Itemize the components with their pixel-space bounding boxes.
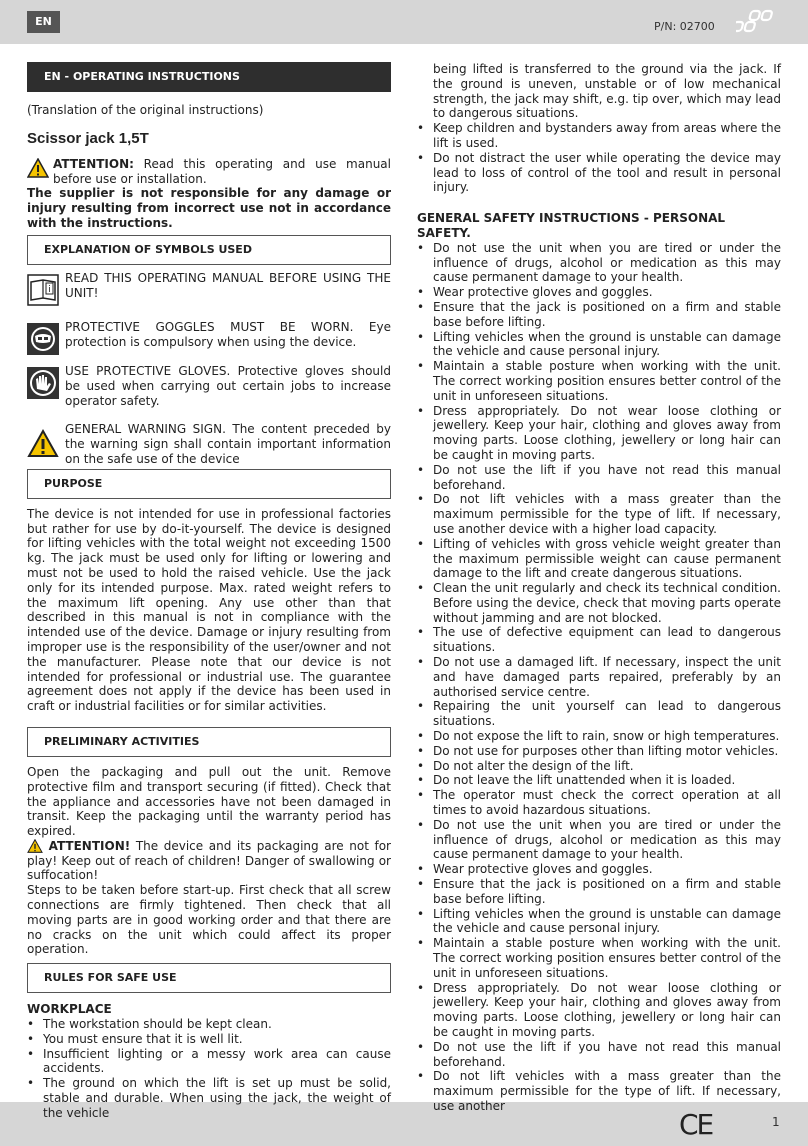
purpose-heading: PURPOSE [27, 469, 391, 499]
part-number: P/N: 02700 [654, 20, 715, 33]
header-bar [0, 0, 808, 44]
list-item: • Repairing the unit yourself can lead to dangerous situations. [417, 699, 781, 729]
list-item: • Dress appropriately. Do not wear loose clothing or jewellery. Keep your hair, clothing and gloves away from moving parts. Loose clothing, jewellery or long hair can be caught in moving parts. [417, 404, 781, 463]
personal-safety-heading: GENERAL SAFETY INSTRUCTIONS - PERSONAL SAFETY. [417, 211, 726, 240]
list-item: • Do not expose the lift to rain, snow or high temperatures. [417, 729, 781, 744]
warning-icon [27, 158, 49, 178]
list-item: • Do not use for purposes other than lifting motor vehicles. [417, 744, 781, 759]
list-item: • Wear protective gloves and goggles. [417, 862, 781, 877]
continuation-text: being lifted is transferred to the ground via the jack. If the ground is uneven, unstable or of low mechanical strength, the jack may shift, e.g. tip over, which may lead to dangerous situations. [433, 62, 781, 121]
list-item: • Keep children and bystanders away from areas where the lift is used. [417, 121, 781, 151]
left-column [27, 62, 391, 1121]
symbol-text: PROTECTIVE GOGGLES MUST BE WORN. Eye protection is compulsory when using the device. [65, 320, 391, 350]
list-item: • Ensure that the jack is positioned on a firm and stable base before lifting. [417, 300, 781, 330]
page-number: 1 [772, 1115, 780, 1129]
prelim-text: Open the packaging and pull out the unit. Remove protective film and transport securing (if fitted). Check that the appliance and accessories have not been damaged in transit. Keep the packaging until the warranty period has expired. [27, 764, 391, 839]
prelim-heading: PRELIMINARY ACTIVITIES [27, 727, 391, 757]
gloves-icon [27, 367, 59, 399]
list-item: • Do not use the unit when you are tired or under the influence of drugs, alcohol or medication as this may cause permanent damage to your health. [417, 241, 781, 285]
prelim-attention [27, 839, 391, 883]
list-item: • Do not alter the design of the lift. [417, 759, 781, 774]
list-item: • Dress appropriately. Do not wear loose clothing or jewellery. Keep your hair, clothing and gloves away from moving parts. Loose clothing, jewellery or long hair can be caught in moving parts. [417, 981, 781, 1040]
symbol-goggles [27, 320, 391, 350]
list-item: • The operator must check the correct operation at all times to avoid hazardous situations. [417, 788, 781, 818]
list-item: • Wear protective gloves and goggles. [417, 285, 781, 300]
list-item: • The ground on which the lift is set up must be solid, stable and durable. When using the jack, the weight of the vehicle [27, 1076, 391, 1120]
list-item: • Do not lift vehicles with a mass greater than the maximum permissible for the type of lift. If necessary, use another device with a higher load capacity. [417, 492, 781, 536]
workplace-heading: WORKPLACE [27, 1002, 112, 1017]
symbol-text: GENERAL WARNING SIGN. The content preceded by the warning sign shall contain important information on the safe use of the device [65, 422, 391, 466]
rules-heading: RULES FOR SAFE USE [27, 963, 391, 993]
list-item: • Do not use the lift if you have not read this manual beforehand. [417, 463, 781, 493]
symbol-text: USE PROTECTIVE GLOVES. Protective gloves should be used when carrying out certain jobs to increase operator safety. [65, 363, 391, 408]
warning-icon [27, 839, 43, 853]
list-item: • Lifting vehicles when the ground is unstable can damage the vehicle and cause personal injury. [417, 330, 781, 360]
symbol-manual [27, 271, 391, 301]
product-title: Scissor jack 1,5T [27, 129, 149, 147]
list-item: • Do not distract the user while operating the device may lead to loss of control of the tool and result in personal injury. [417, 151, 781, 195]
list-item: • Do not leave the lift unattended when it is loaded. [417, 773, 781, 788]
warning-icon [27, 428, 59, 460]
right-column [417, 62, 781, 1114]
symbol-text: READ THIS OPERATING MANUAL BEFORE USING THE UNIT! [65, 270, 391, 300]
prelim-steps: Steps to be taken before start-up. First check that all screw connections are firmly tightened. Then check that all moving parts are in good working order and that there are no cracks on the unit which could affect its proper operation. [27, 883, 391, 957]
symbols-heading: EXPLANATION OF SYMBOLS USED [27, 235, 391, 265]
list-item: • Maintain a stable posture when working with the unit. The correct working position ensures better control of the unit in unforeseen situations. [417, 359, 781, 403]
svg-text:i: i [48, 284, 51, 295]
workplace-list [27, 1017, 391, 1121]
list-item: • Do not use the unit when you are tired or under the influence of drugs, alcohol or medication as this may cause permanent damage to your health. [417, 818, 781, 862]
list-item: • Clean the unit regularly and check its technical condition. Before using the device, check that moving parts operate without jamming and are not blocked. [417, 581, 781, 625]
manual-icon [27, 274, 59, 306]
symbol-gloves [27, 364, 391, 408]
prelim-attention-text: The device and its packaging are not for play! Keep out of reach of children! Danger of swallowing or suffocation! [27, 838, 391, 883]
ce-mark: CE [679, 1108, 713, 1141]
list-item: • The use of defective equipment can lead to dangerous situations. [417, 625, 781, 655]
personal-safety-list [417, 241, 781, 1114]
list-item: • Lifting vehicles when the ground is unstable can damage the vehicle and cause personal injury. [417, 907, 781, 937]
list-item: • You must ensure that it is well lit. [27, 1032, 391, 1047]
translation-note: (Translation of the original instructions) [27, 103, 264, 117]
supplier-note: The supplier is not responsible for any damage or injury resulting from incorrect use not in accordance with the instructions. [27, 186, 391, 230]
list-item: • The workstation should be kept clean. [27, 1017, 391, 1032]
purpose-text: The device is not intended for use in professional factories but rather for use by do-it-yourself. The device is designed for lifting vehicles with the total weight not exceeding 1500 kg. The jack must be used only for lifting or lowering and must not be used to hold the raised vehicle. Use the jack only for its intended purpose. Max. rated weight refers to the maximum lift opening. Any use other than that described in this manual is not in compliance with the intended use of the device. Damage or injury resulting from improper use is the responsibility of the user/owner and not the manufacturer. Please note that our device is not intended for professional or industrial use. The guarantee agreement does not apply if the device has been used in craft or industrial facilities or for similar activities. [27, 506, 391, 714]
list-item: • Maintain a stable posture when working with the unit. The correct working position ensures better control of the unit in unforeseen situations. [417, 936, 781, 980]
symbol-warning [27, 422, 391, 466]
list-item: • Do not use a damaged lift. If necessary, inspect the unit and have damaged parts repaired, preferably by an authorised service centre. [417, 655, 781, 699]
list-item: • Lifting of vehicles with gross vehicle weight greater than the maximum permissible weight can cause permanent damage to the lift and create dangerous situations. [417, 537, 781, 581]
prelim-attention-label: ATTENTION! [48, 838, 131, 853]
brand-logo-icon [736, 9, 780, 35]
attention-note [27, 157, 391, 187]
section-title: EN - OPERATING INSTRUCTIONS [27, 62, 391, 92]
list-item: • Ensure that the jack is positioned on a firm and stable base before lifting. [417, 877, 781, 907]
list-item: • Insufficient lighting or a messy work area can cause accidents. [27, 1047, 391, 1077]
goggles-icon [27, 323, 59, 355]
list-item: • Do not lift vehicles with a mass greater than the maximum permissible for the type of lift. If necessary, use another [417, 1069, 781, 1113]
language-tag: EN [27, 11, 60, 33]
attention-text: Read this operating and use manual before use or installation. [53, 156, 391, 186]
list-item: • Do not use the lift if you have not read this manual beforehand. [417, 1040, 781, 1070]
attention-label: ATTENTION: [53, 156, 134, 171]
